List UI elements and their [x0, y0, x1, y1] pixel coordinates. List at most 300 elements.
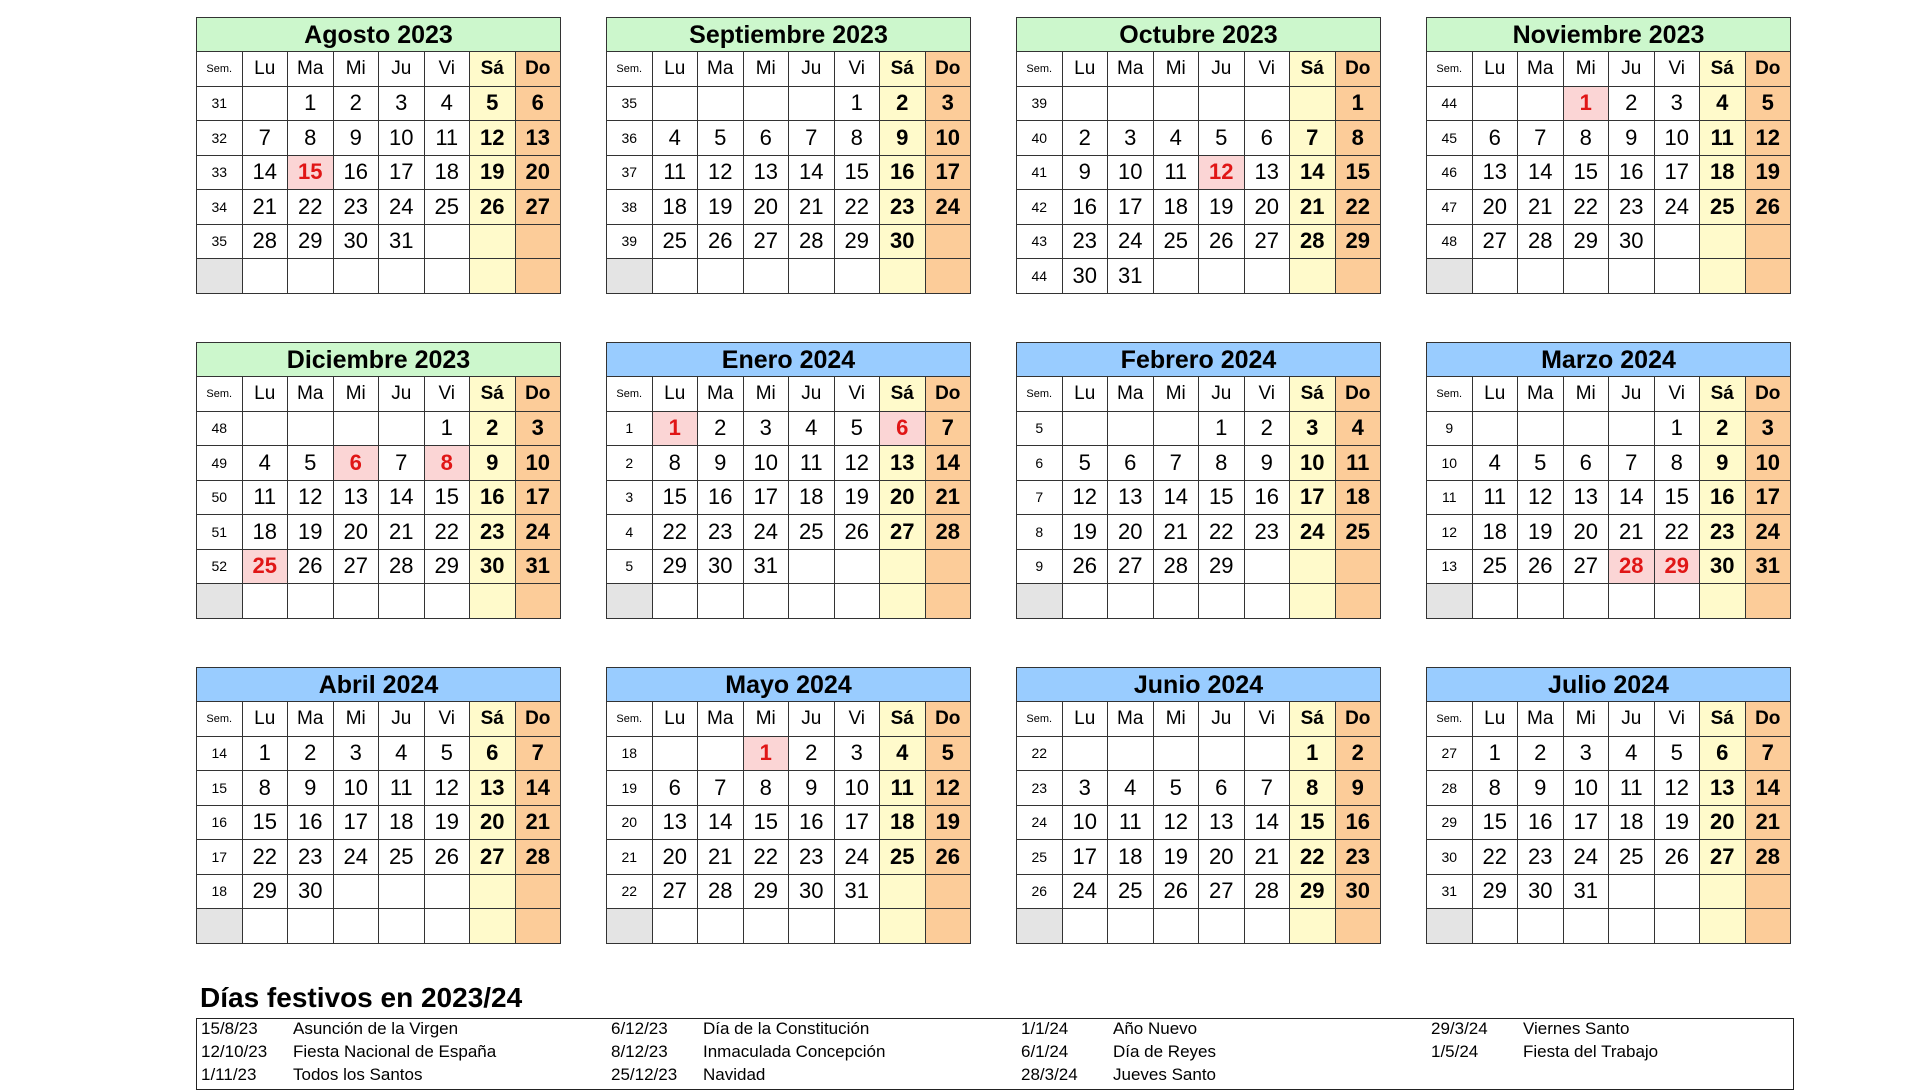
- day-cell: 12: [1518, 480, 1564, 515]
- day-cell: 16: [698, 480, 744, 515]
- week-number: 37: [607, 155, 653, 190]
- empty-cell: [1244, 259, 1290, 294]
- week-number: 9: [1017, 549, 1063, 584]
- day-cell: 10: [515, 446, 561, 481]
- empty-cell: [1745, 224, 1791, 259]
- day-cell: 3: [1563, 736, 1609, 771]
- empty-cell: [925, 259, 971, 294]
- empty-cell: [652, 259, 698, 294]
- empty-cell: [1335, 909, 1381, 944]
- day-cell: 1: [1335, 86, 1381, 121]
- holidays-list: [196, 1018, 1794, 1090]
- day-cell: 13: [652, 805, 698, 840]
- week-number: 48: [1427, 224, 1473, 259]
- day-cell: 31: [1745, 549, 1791, 584]
- week-number: 25: [1017, 840, 1063, 875]
- holiday-date: 1/11/23: [201, 1065, 257, 1084]
- week-number: 23: [1017, 771, 1063, 806]
- holiday-name: Día de la Constitución: [703, 1019, 870, 1038]
- empty-cell: [1244, 736, 1290, 771]
- day-header: Vi: [834, 52, 880, 87]
- week-number: 12: [1427, 515, 1473, 550]
- month-title: Diciembre 2023: [196, 342, 561, 376]
- day-header: Ju: [379, 52, 425, 87]
- day-cell: 15: [1199, 480, 1245, 515]
- week-header: Sem.: [1017, 702, 1063, 737]
- empty-cell: [1244, 584, 1290, 619]
- day-cell: 22: [242, 840, 288, 875]
- day-cell: 19: [1199, 190, 1245, 225]
- day-cell: 2: [1700, 411, 1746, 446]
- empty-cell: [1108, 736, 1154, 771]
- day-cell: 8: [1563, 121, 1609, 156]
- empty-cell: [333, 909, 379, 944]
- day-cell: 23: [333, 190, 379, 225]
- day-cell: 25: [242, 549, 288, 584]
- day-cell: 15: [1654, 480, 1700, 515]
- week-number: 41: [1017, 155, 1063, 190]
- empty-cell: [1654, 584, 1700, 619]
- day-cell: 4: [1153, 121, 1199, 156]
- day-cell: 2: [1062, 121, 1108, 156]
- month-title: Abril 2024: [196, 667, 561, 701]
- empty-cell: [1108, 411, 1154, 446]
- empty-cell: [1199, 736, 1245, 771]
- day-cell: 18: [1108, 840, 1154, 875]
- day-header: Ju: [1199, 702, 1245, 737]
- day-cell: 27: [1563, 549, 1609, 584]
- day-cell: 23: [470, 515, 516, 550]
- day-cell: 9: [333, 121, 379, 156]
- day-cell: 16: [1609, 155, 1655, 190]
- day-header: Do: [515, 52, 561, 87]
- day-header: Ju: [1609, 702, 1655, 737]
- empty-cell: [1654, 909, 1700, 944]
- month-4: [1426, 17, 1791, 294]
- holiday-date: 15/8/23: [201, 1019, 258, 1038]
- day-header: Lu: [652, 377, 698, 412]
- day-cell: 9: [1609, 121, 1655, 156]
- day-cell: 29: [424, 549, 470, 584]
- day-cell: 13: [515, 121, 561, 156]
- day-header: Sá: [470, 377, 516, 412]
- empty-cell: [698, 909, 744, 944]
- day-cell: 18: [1609, 805, 1655, 840]
- day-header: Sá: [1290, 702, 1336, 737]
- day-cell: 18: [379, 805, 425, 840]
- day-header: Sá: [1290, 377, 1336, 412]
- day-header: Lu: [1062, 377, 1108, 412]
- empty-cell: [789, 584, 835, 619]
- day-cell: 10: [1062, 805, 1108, 840]
- day-cell: 10: [1290, 446, 1336, 481]
- month-11: [1016, 667, 1381, 944]
- month-title: Julio 2024: [1426, 667, 1791, 701]
- day-header: Ma: [1108, 377, 1154, 412]
- day-cell: 21: [1290, 190, 1336, 225]
- day-cell: 15: [424, 480, 470, 515]
- day-cell: 30: [1062, 259, 1108, 294]
- day-cell: 1: [1290, 736, 1336, 771]
- day-cell: 5: [925, 736, 971, 771]
- day-header: Sá: [880, 52, 926, 87]
- empty-cell: [880, 259, 926, 294]
- week-number: [1427, 909, 1473, 944]
- day-header: Ju: [789, 52, 835, 87]
- day-cell: 23: [789, 840, 835, 875]
- day-cell: 27: [1108, 549, 1154, 584]
- day-cell: 28: [1244, 874, 1290, 909]
- day-cell: 22: [1199, 515, 1245, 550]
- empty-cell: [515, 259, 561, 294]
- empty-cell: [1700, 224, 1746, 259]
- day-cell: 1: [242, 736, 288, 771]
- month-grid: [606, 51, 971, 294]
- month-title: Octubre 2023: [1016, 17, 1381, 51]
- empty-cell: [1472, 86, 1518, 121]
- day-cell: 4: [1700, 86, 1746, 121]
- holidays-heading: Días festivos en 2023/24: [200, 982, 523, 1013]
- week-header: Sem.: [197, 52, 243, 87]
- day-cell: 2: [698, 411, 744, 446]
- day-cell: 12: [1745, 121, 1791, 156]
- week-number: 18: [607, 736, 653, 771]
- empty-cell: [880, 584, 926, 619]
- day-cell: 5: [834, 411, 880, 446]
- day-cell: 24: [1654, 190, 1700, 225]
- day-cell: 5: [470, 86, 516, 121]
- day-cell: 24: [925, 190, 971, 225]
- week-number: 35: [197, 224, 243, 259]
- day-cell: 24: [333, 840, 379, 875]
- day-header: Mi: [1153, 702, 1199, 737]
- empty-cell: [1518, 411, 1564, 446]
- day-cell: 22: [652, 515, 698, 550]
- day-header: Do: [1745, 52, 1791, 87]
- day-header: Lu: [242, 377, 288, 412]
- empty-cell: [1062, 736, 1108, 771]
- empty-cell: [1563, 411, 1609, 446]
- day-cell: 7: [379, 446, 425, 481]
- day-cell: 25: [1609, 840, 1655, 875]
- empty-cell: [288, 584, 334, 619]
- day-cell: 21: [789, 190, 835, 225]
- day-cell: 1: [652, 411, 698, 446]
- week-number: 30: [1427, 840, 1473, 875]
- day-cell: 27: [470, 840, 516, 875]
- day-cell: 23: [288, 840, 334, 875]
- holiday-name: Fiesta Nacional de España: [293, 1042, 497, 1061]
- month-7: [1016, 342, 1381, 619]
- empty-cell: [743, 584, 789, 619]
- day-cell: 18: [424, 155, 470, 190]
- day-cell: 16: [1244, 480, 1290, 515]
- day-cell: 18: [789, 480, 835, 515]
- day-cell: 28: [1609, 549, 1655, 584]
- day-cell: 13: [333, 480, 379, 515]
- day-cell: 6: [1563, 446, 1609, 481]
- empty-cell: [1290, 259, 1336, 294]
- month-title: Junio 2024: [1016, 667, 1381, 701]
- empty-cell: [242, 584, 288, 619]
- day-cell: 19: [698, 190, 744, 225]
- day-cell: 4: [1108, 771, 1154, 806]
- day-cell: 23: [1335, 840, 1381, 875]
- month-grid: [1426, 376, 1791, 619]
- day-header: Vi: [1654, 702, 1700, 737]
- day-cell: 19: [1153, 840, 1199, 875]
- day-cell: 17: [1745, 480, 1791, 515]
- day-cell: 6: [1700, 736, 1746, 771]
- day-header: Ma: [288, 702, 334, 737]
- empty-cell: [288, 259, 334, 294]
- day-cell: 22: [834, 190, 880, 225]
- day-cell: 30: [1700, 549, 1746, 584]
- week-number: 48: [197, 411, 243, 446]
- day-cell: 31: [515, 549, 561, 584]
- week-header: Sem.: [197, 377, 243, 412]
- week-number: 50: [197, 480, 243, 515]
- day-cell: 3: [834, 736, 880, 771]
- day-cell: 4: [242, 446, 288, 481]
- day-cell: 7: [242, 121, 288, 156]
- day-cell: 7: [515, 736, 561, 771]
- day-header: Vi: [834, 702, 880, 737]
- day-cell: 28: [1745, 840, 1791, 875]
- day-cell: 11: [789, 446, 835, 481]
- day-cell: 14: [379, 480, 425, 515]
- empty-cell: [1108, 584, 1154, 619]
- empty-cell: [1609, 909, 1655, 944]
- day-cell: 4: [652, 121, 698, 156]
- day-cell: 9: [1518, 771, 1564, 806]
- week-number: 34: [197, 190, 243, 225]
- day-cell: 7: [1518, 121, 1564, 156]
- day-header: Lu: [1472, 52, 1518, 87]
- week-number: 45: [1427, 121, 1473, 156]
- week-number: 46: [1427, 155, 1473, 190]
- day-cell: 13: [1199, 805, 1245, 840]
- day-cell: 3: [1108, 121, 1154, 156]
- day-cell: 21: [698, 840, 744, 875]
- empty-cell: [1199, 584, 1245, 619]
- day-header: Ju: [789, 377, 835, 412]
- day-cell: 19: [1654, 805, 1700, 840]
- day-cell: 26: [1654, 840, 1700, 875]
- day-header: Mi: [1153, 52, 1199, 87]
- empty-cell: [743, 86, 789, 121]
- day-cell: 11: [880, 771, 926, 806]
- day-cell: 6: [1472, 121, 1518, 156]
- day-cell: 28: [789, 224, 835, 259]
- empty-cell: [333, 259, 379, 294]
- day-cell: 30: [1609, 224, 1655, 259]
- day-cell: 19: [1062, 515, 1108, 550]
- empty-cell: [880, 909, 926, 944]
- day-cell: 5: [1153, 771, 1199, 806]
- day-header: Vi: [424, 377, 470, 412]
- week-number: [1017, 909, 1063, 944]
- day-cell: 5: [288, 446, 334, 481]
- holiday-name: Navidad: [703, 1065, 766, 1084]
- day-cell: 21: [1609, 515, 1655, 550]
- week-number: [197, 584, 243, 619]
- day-cell: 31: [379, 224, 425, 259]
- day-header: Sá: [1700, 702, 1746, 737]
- day-cell: 8: [288, 121, 334, 156]
- empty-cell: [1335, 259, 1381, 294]
- empty-cell: [789, 86, 835, 121]
- day-header: Lu: [242, 702, 288, 737]
- week-number: 52: [197, 549, 243, 584]
- day-cell: 29: [1335, 224, 1381, 259]
- day-header: Mi: [743, 52, 789, 87]
- empty-cell: [333, 584, 379, 619]
- empty-cell: [424, 874, 470, 909]
- day-cell: 6: [652, 771, 698, 806]
- day-cell: 23: [880, 190, 926, 225]
- day-cell: 5: [1062, 446, 1108, 481]
- empty-cell: [652, 86, 698, 121]
- day-header: Vi: [424, 52, 470, 87]
- day-cell: 13: [1700, 771, 1746, 806]
- day-cell: 16: [789, 805, 835, 840]
- day-cell: 9: [1244, 446, 1290, 481]
- day-cell: 29: [743, 874, 789, 909]
- month-6: [606, 342, 971, 619]
- day-cell: 10: [1654, 121, 1700, 156]
- empty-cell: [789, 909, 835, 944]
- month-grid: [1016, 376, 1381, 619]
- day-cell: 13: [1108, 480, 1154, 515]
- day-cell: 5: [698, 121, 744, 156]
- day-cell: 31: [1108, 259, 1154, 294]
- empty-cell: [424, 909, 470, 944]
- day-cell: 30: [698, 549, 744, 584]
- empty-cell: [1153, 909, 1199, 944]
- day-cell: 24: [834, 840, 880, 875]
- day-cell: 4: [789, 411, 835, 446]
- day-header: Vi: [1244, 702, 1290, 737]
- day-cell: 1: [288, 86, 334, 121]
- day-header: Ju: [1609, 52, 1655, 87]
- day-cell: 23: [1518, 840, 1564, 875]
- empty-cell: [1518, 259, 1564, 294]
- day-cell: 26: [925, 840, 971, 875]
- empty-cell: [1654, 259, 1700, 294]
- day-cell: 28: [698, 874, 744, 909]
- day-cell: 28: [379, 549, 425, 584]
- day-cell: 4: [424, 86, 470, 121]
- week-number: 19: [607, 771, 653, 806]
- week-number: 31: [197, 86, 243, 121]
- day-cell: 7: [789, 121, 835, 156]
- day-cell: 17: [379, 155, 425, 190]
- day-cell: 19: [925, 805, 971, 840]
- day-cell: 27: [743, 224, 789, 259]
- holiday-date: 29/3/24: [1431, 1019, 1488, 1038]
- week-number: 8: [1017, 515, 1063, 550]
- day-cell: 21: [1518, 190, 1564, 225]
- day-cell: 12: [1062, 480, 1108, 515]
- empty-cell: [1290, 549, 1336, 584]
- empty-cell: [424, 584, 470, 619]
- day-header: Do: [1745, 702, 1791, 737]
- empty-cell: [1609, 584, 1655, 619]
- day-cell: 27: [880, 515, 926, 550]
- month-title: Septiembre 2023: [606, 17, 971, 51]
- day-cell: 9: [470, 446, 516, 481]
- day-cell: 12: [1654, 771, 1700, 806]
- day-cell: 21: [242, 190, 288, 225]
- day-cell: 26: [424, 840, 470, 875]
- day-header: Ju: [1199, 377, 1245, 412]
- day-cell: 3: [925, 86, 971, 121]
- day-cell: 15: [1290, 805, 1336, 840]
- day-cell: 20: [743, 190, 789, 225]
- day-header: Mi: [743, 702, 789, 737]
- week-number: 22: [1017, 736, 1063, 771]
- day-cell: 25: [1108, 874, 1154, 909]
- day-cell: 22: [1290, 840, 1336, 875]
- day-cell: 13: [1563, 480, 1609, 515]
- week-header: Sem.: [607, 52, 653, 87]
- day-cell: 19: [424, 805, 470, 840]
- day-cell: 1: [834, 86, 880, 121]
- day-header: Vi: [424, 702, 470, 737]
- day-cell: 4: [1472, 446, 1518, 481]
- week-number: 32: [197, 121, 243, 156]
- day-cell: 7: [1290, 121, 1336, 156]
- empty-cell: [925, 224, 971, 259]
- month-grid: [1016, 701, 1381, 944]
- week-header: Sem.: [607, 702, 653, 737]
- month-3: [1016, 17, 1381, 294]
- empty-cell: [288, 411, 334, 446]
- day-cell: 30: [470, 549, 516, 584]
- empty-cell: [515, 909, 561, 944]
- day-cell: 6: [1244, 121, 1290, 156]
- day-header: Do: [1335, 702, 1381, 737]
- holiday-date: 12/10/23: [201, 1042, 268, 1061]
- week-header: Sem.: [1017, 52, 1063, 87]
- day-header: Sá: [1700, 377, 1746, 412]
- day-cell: 20: [1199, 840, 1245, 875]
- day-header: Do: [925, 702, 971, 737]
- empty-cell: [1472, 584, 1518, 619]
- day-cell: 10: [1745, 446, 1791, 481]
- empty-cell: [1563, 909, 1609, 944]
- month-9: [196, 667, 561, 944]
- day-header: Lu: [652, 52, 698, 87]
- day-cell: 24: [1290, 515, 1336, 550]
- day-cell: 7: [698, 771, 744, 806]
- week-number: 22: [607, 874, 653, 909]
- empty-cell: [925, 874, 971, 909]
- day-cell: 13: [880, 446, 926, 481]
- month-grid: [196, 51, 561, 294]
- empty-cell: [1563, 584, 1609, 619]
- empty-cell: [880, 874, 926, 909]
- empty-cell: [880, 549, 926, 584]
- day-cell: 21: [379, 515, 425, 550]
- day-cell: 17: [925, 155, 971, 190]
- day-header: Mi: [1563, 377, 1609, 412]
- day-cell: 8: [834, 121, 880, 156]
- week-number: 24: [1017, 805, 1063, 840]
- week-number: 43: [1017, 224, 1063, 259]
- empty-cell: [242, 411, 288, 446]
